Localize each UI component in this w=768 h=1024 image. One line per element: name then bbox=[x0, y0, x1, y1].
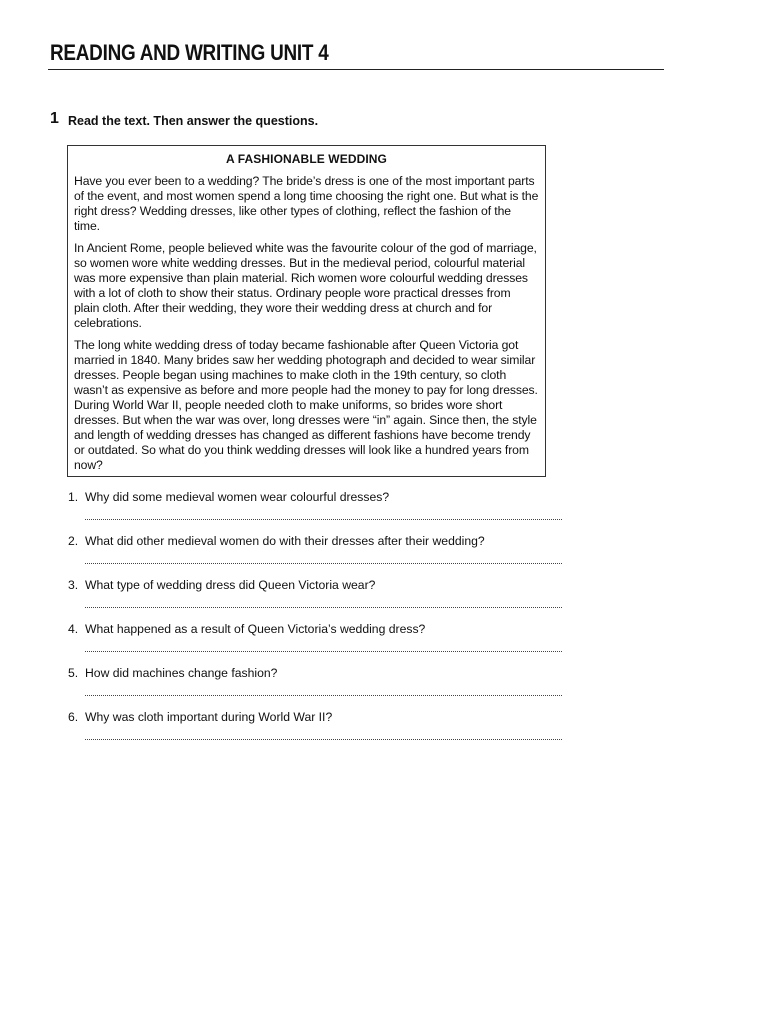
title-divider bbox=[48, 69, 664, 70]
question-number: 5. bbox=[68, 666, 79, 680]
question-item bbox=[68, 622, 568, 666]
question-item bbox=[68, 534, 568, 578]
question-text: How did machines change fashion? bbox=[85, 666, 278, 680]
reading-paragraph: Have you ever been to a wedding? The bride’s dress is one of the most important parts of the event, and most women spend a long time choosing the right one. But what is the right dress? Wedding dresses, like other types of clothing, reflect the fashion of the time. bbox=[74, 174, 539, 233]
exercise-number: 1 bbox=[50, 110, 59, 127]
page-title: READING AND WRITING UNIT 4 bbox=[50, 40, 329, 65]
exercise-instruction: Read the text. Then answer the questions. bbox=[68, 114, 319, 128]
question-number: 1. bbox=[68, 490, 79, 504]
question-number: 4. bbox=[68, 622, 79, 636]
question-item bbox=[68, 666, 568, 710]
answer-line[interactable] bbox=[85, 607, 562, 608]
answer-line[interactable] bbox=[85, 651, 562, 652]
question-text: What did other medieval women do with their dresses after their wedding? bbox=[85, 534, 485, 548]
reading-text-box bbox=[67, 145, 546, 477]
answer-line[interactable] bbox=[85, 695, 562, 696]
question-number: 6. bbox=[68, 710, 79, 724]
question-text: What happened as a result of Queen Victoria’s wedding dress? bbox=[85, 622, 426, 636]
reading-text-title: A FASHIONABLE WEDDING bbox=[226, 152, 387, 166]
answer-line[interactable] bbox=[85, 519, 562, 520]
question-text: Why was cloth important during World War II? bbox=[85, 710, 333, 724]
question-item bbox=[68, 710, 568, 754]
reading-paragraph: The long white wedding dress of today became fashionable after Queen Victoria got married in 1840. Many brides saw her wedding photograph and decided to wear similar dresses. People began using machines to make cloth in the 19th century, so cloth wasn’t as expensive as before and more people had the money to pay for long dresses. During World War II, people needed cloth to make uniforms, so brides wore short dresses. But when the war was over, long dresses were “in” again. Since then, the style and length of wedding dresses has changed as different fashions have become trendy or outdated. So what do you think wedding dresses will look like a hundred years from now? bbox=[74, 338, 538, 472]
question-text: What type of wedding dress did Queen Victoria wear? bbox=[85, 578, 376, 592]
question-item bbox=[68, 490, 568, 534]
question-item bbox=[68, 578, 568, 622]
question-text: Why did some medieval women wear colourful dresses? bbox=[85, 490, 390, 504]
question-number: 3. bbox=[68, 578, 79, 592]
reading-paragraph: In Ancient Rome, people believed white was the favourite colour of the god of marriage, so women wore white wedding dresses. But in the medieval period, colourful material was more expensive than plain material. Rich women wore colourful wedding dresses with a lot of cloth to show their status. Ordinary people wore practical dresses from plain cloth. After their wedding, they wore their wedding dress at church and for celebrations. bbox=[74, 241, 537, 330]
answer-line[interactable] bbox=[85, 739, 562, 740]
answer-line[interactable] bbox=[85, 563, 562, 564]
question-list bbox=[68, 490, 568, 754]
question-number: 2. bbox=[68, 534, 79, 548]
